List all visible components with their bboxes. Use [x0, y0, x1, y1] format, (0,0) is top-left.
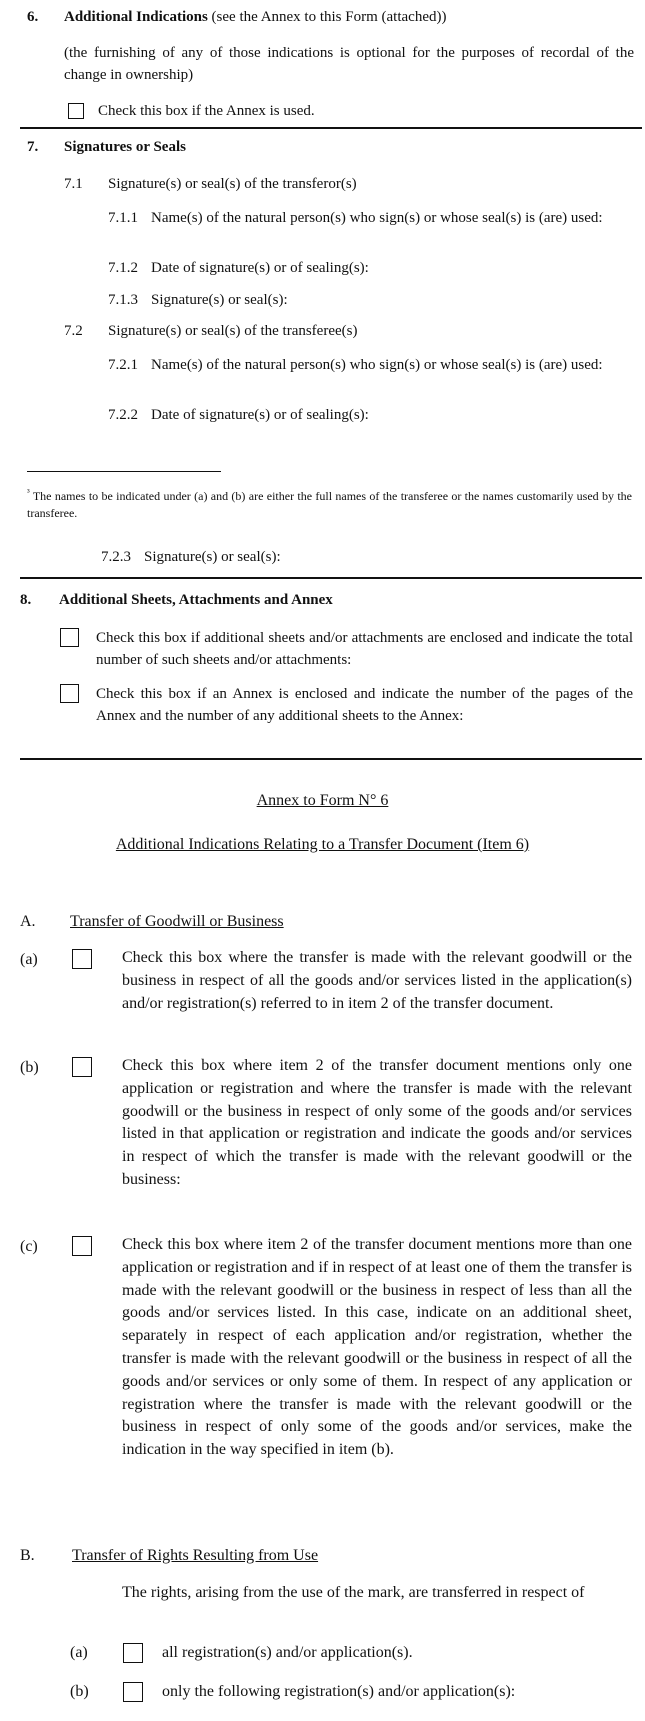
item-b-label: (b) [20, 1059, 39, 1076]
section-8-number: 8. [20, 592, 32, 608]
item-a-text: Check this box where the transfer is made with the relevant goodwill or the business in respect of all the goods and/or services listed in the application(s) and/or registration(s) referred to in item 2 of the transfer document. [122, 949, 632, 1012]
item-b-a-text: all registration(s) and/or application(s). [162, 1644, 413, 1661]
item-7-1-1-text: Name(s) of the natural person(s) who sign(s) or whose seal(s) is (are) used: [151, 210, 603, 226]
section-a-letter: A. [20, 913, 36, 930]
annex-enclosed-checkbox[interactable] [60, 684, 79, 703]
divider [20, 577, 642, 579]
item-a-label: (a) [20, 951, 38, 968]
footnote [27, 484, 632, 522]
item-c-label: (c) [20, 1238, 38, 1255]
item-7-1-1-number: 7.1.1 [108, 210, 138, 226]
annex-enclosed-label: Check this box if an Annex is enclosed and indicate the number of the pages of the Annex and the number of any additional sheets to the Annex: [96, 686, 633, 724]
section-7-number: 7. [27, 139, 39, 155]
all-registrations-checkbox[interactable] [123, 1643, 143, 1663]
section-b-letter: B. [20, 1547, 35, 1564]
annex-subtitle-wrap [0, 834, 645, 856]
item-7-2-2-text: Date of signature(s) or of sealing(s): [151, 407, 369, 423]
item-7-2-text: Signature(s) or seal(s) of the transferee(s) [108, 323, 358, 339]
section-6-number: 6. [27, 9, 39, 25]
divider [20, 758, 642, 760]
annex-used-label: Check this box if the Annex is used. [98, 103, 315, 119]
item-7-2-1-number: 7.2.1 [108, 357, 138, 373]
footnote-separator [27, 471, 221, 472]
item-b-b-text: only the following registration(s) and/or application(s): [162, 1683, 516, 1700]
item-7-1-number: 7.1 [64, 176, 83, 192]
goodwill-multiple-checkbox[interactable] [72, 1236, 92, 1256]
section-6-heading [64, 6, 446, 28]
section-b-title: Transfer of Rights Resulting from Use [72, 1547, 319, 1564]
item-7-1-3-number: 7.1.3 [108, 292, 138, 308]
annex-subtitle: Additional Indications Relating to a Transfer Document (Item 6) [115, 836, 530, 853]
additional-sheets-checkbox[interactable] [60, 628, 79, 647]
section-6-note: (the furnishing of any of those indications is optional for the purposes of recordal of the change in ownership) [64, 45, 634, 83]
section-6-title-suffix: (see the Annex to this Form (attached)) [207, 9, 447, 25]
footnote-mark: ³ [27, 487, 30, 497]
item-7-2-3-text: Signature(s) or seal(s): [144, 549, 281, 565]
section-7-title: Signatures or Seals [64, 139, 186, 155]
item-7-1-3-text: Signature(s) or seal(s): [151, 292, 288, 308]
divider [20, 127, 642, 129]
annex-title: Annex to Form N° 6 [256, 792, 389, 809]
section-6-title: Additional Indications [64, 9, 208, 25]
footnote-text: The names to be indicated under (a) and (b) are either the full names of the transferee or the names customarily used by the transferee. [27, 489, 632, 520]
item-b-b-label: (b) [70, 1683, 89, 1700]
item-c-text: Check this box where item 2 of the transfer document mentions more than one application or registration and if in respect of at least one of them the transfer is made with the relevant goodwill or the business in respect of less than all the goods and/or services listed. In this case, indicate on an additional sheet, separately in respect of each application and/or registration, whether the transfer is made with the relevant goodwill or the business in respect of all the goods and/or services or only some of them. In respect of any application or registration where the transfer is made with the relevant goodwill or the business in respect of only some of the goods and/or services, make the indication in the way specified in item (b). [122, 1236, 632, 1459]
item-7-1-2-text: Date of signature(s) or of sealing(s): [151, 260, 369, 276]
item-7-2-number: 7.2 [64, 323, 83, 339]
additional-sheets-label: Check this box if additional sheets and/or attachments are enclosed and indicate the total number of such sheets and/or attachments: [96, 630, 633, 668]
section-a-title: Transfer of Goodwill or Business [70, 913, 284, 930]
item-7-2-1-text: Name(s) of the natural person(s) who sign(s) or whose seal(s) is (are) used: [151, 357, 603, 373]
item-7-2-2-number: 7.2.2 [108, 407, 138, 423]
annex-title-wrap [0, 790, 645, 812]
goodwill-some-checkbox[interactable] [72, 1057, 92, 1077]
item-7-2-3-number: 7.2.3 [101, 549, 131, 565]
item-b-a-label: (a) [70, 1644, 88, 1661]
item-b-text: Check this box where item 2 of the transfer document mentions only one application or registration and where the transfer is made with the relevant goodwill or the business in respect of only some of the goods and/or services listed in that application or registration and indicate the goods and/or services in respect of which the transfer is made with the relevant goodwill or the business: [122, 1057, 632, 1188]
item-7-1-2-number: 7.1.2 [108, 260, 138, 276]
annex-used-checkbox[interactable] [68, 103, 84, 119]
goodwill-all-checkbox[interactable] [72, 949, 92, 969]
section-8-title: Additional Sheets, Attachments and Annex [59, 592, 333, 608]
section-b-intro: The rights, arising from the use of the mark, are transferred in respect of [122, 1584, 585, 1601]
item-7-1-text: Signature(s) or seal(s) of the transferor(s) [108, 176, 357, 192]
following-registrations-checkbox[interactable] [123, 1682, 143, 1702]
